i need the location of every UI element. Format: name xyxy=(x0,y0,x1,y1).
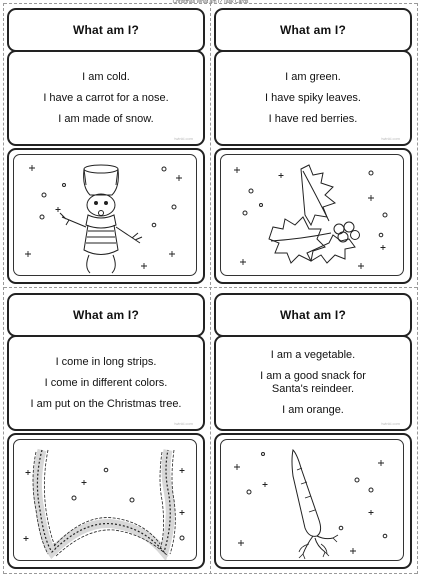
card-title-box xyxy=(7,8,205,52)
watermark: twinkl.com xyxy=(381,136,400,141)
snowman-icon xyxy=(14,155,196,275)
cut-line xyxy=(3,3,4,574)
clue-text: I have spiky leaves. xyxy=(265,91,361,104)
cut-line xyxy=(210,3,211,574)
clue-text: I am a vegetable. xyxy=(270,349,356,361)
clue-text: I am put on the Christmas tree. xyxy=(30,397,182,410)
clue-text: I am cold. xyxy=(82,70,130,83)
picture-box xyxy=(214,148,412,284)
holly-icon xyxy=(221,155,403,275)
cut-line xyxy=(417,3,418,574)
clue-text: I come in different colors. xyxy=(44,376,168,389)
clue-text: I am made of snow. xyxy=(58,112,154,125)
picture-box xyxy=(7,433,205,569)
card-title-box xyxy=(7,293,205,337)
tinsel-icon xyxy=(14,440,196,560)
clue-text: I have red berries. xyxy=(268,112,358,125)
clue-box xyxy=(7,335,205,431)
picture-box xyxy=(7,148,205,284)
card-title-box xyxy=(214,293,412,337)
card-title-box xyxy=(214,8,412,52)
page-header: Christmas What am I? Task Cards xyxy=(172,0,249,5)
clue-text: I am green. xyxy=(285,70,341,83)
carrot-icon xyxy=(221,440,403,560)
clue-box xyxy=(214,50,412,146)
clue-box xyxy=(7,50,205,146)
watermark: twinkl.com xyxy=(381,421,400,426)
card-title: What am I? xyxy=(72,23,139,37)
card-title: What am I? xyxy=(279,308,346,322)
card-title: What am I? xyxy=(279,23,346,37)
clue-box xyxy=(214,335,412,431)
watermark: twinkl.com xyxy=(174,136,193,141)
clue-text: I am a good snack for Santa's reindeer. xyxy=(260,370,366,395)
card-title: What am I? xyxy=(72,308,139,322)
watermark: twinkl.com xyxy=(174,421,193,426)
clue-text: I am orange. xyxy=(282,404,344,416)
clue-text: I have a carrot for a nose. xyxy=(43,91,169,104)
picture-box xyxy=(214,433,412,569)
clue-text: I come in long strips. xyxy=(55,355,157,368)
